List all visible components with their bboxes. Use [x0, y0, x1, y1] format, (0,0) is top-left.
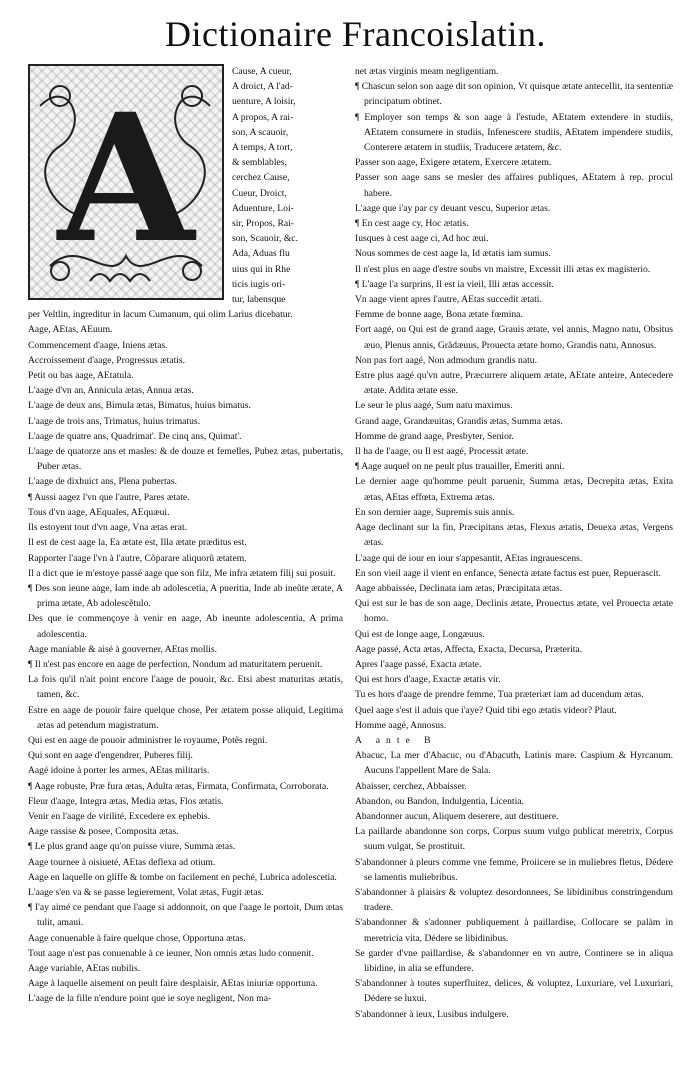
dictionary-entry: Abaisser, cerchez, Abbaisser. [355, 780, 467, 792]
dictionary-entry: Qui sont en aage d'engendrer, Puberes filij. [28, 750, 193, 762]
dictionary-entry: ¶ Aage robuste, Præ fura ætas, Adulta ætas, Firmata, Confirmata, Corroborata. [28, 780, 329, 792]
dictionary-entry: Tu es hors d'aage de prendre femme, Tua præteriæt iam ad ducendum ætas. [355, 689, 644, 701]
dictionary-entry: Nous sommes de cest aage la, Id ætatis iam sumus. [355, 248, 551, 260]
dictionary-entry: ¶ Aage auquel on ne peult plus trauailler, Emeriti anni. [355, 461, 565, 473]
text-line: tur, labensque [232, 294, 286, 306]
dictionary-entry: Commencement d'aage, Iniens ætas. [28, 339, 168, 351]
entry-continuation: per Veltlin, ingreditur in lacum Cumanum, qui olim Larius dicebatur. [28, 309, 293, 321]
dictionary-entry: L'aage que i'ay par cy deuant vescu, Superior ætas. [355, 202, 551, 214]
dictionary-entry: Tous d'vn aage, AEquales, AEquæui. [28, 506, 170, 518]
text-line: uius qui in Rhe [232, 263, 291, 275]
dictionary-entry: Quel aage s'est il aduis que i'aye? Quid tibi ego ætatis videor? Plaut. [355, 704, 617, 716]
dictionary-entry: La fois qu'il n'ait point encore l'aage de pouoir, &c. Etsi abest maturitas ætatis, tamen, &c. [28, 674, 343, 701]
dictionary-entry: ¶ Il n'est pas encore en aage de perfection, Nondum ad maturitatem peruenit. [28, 658, 323, 670]
dictionary-entry: Le dernier aage qu'homme peult paruenir, Summa ætas, Decrepita ætas, Exita ætas, AEtas effœta, Extrema ætas. [355, 476, 673, 503]
dictionary-entry: L'aage de la fille n'endure point que ie soye negligent, Non ma- [28, 993, 272, 1005]
text-line: son, A scauoir, [232, 126, 289, 138]
dictionary-entry: Qui est de longe aage, Longæuus. [355, 628, 485, 640]
dictionary-entry: L'aage de trois ans, Trimatus, huius trimatus. [28, 415, 201, 427]
dictionary-entry: En son vieil aage il vient en enfance, Senecta ætate factus est puer, Repuerascit. [355, 567, 661, 579]
dictionary-entry: S'abandonner à toutes superfluitez, delices, & voluptez, Luxuriare, vel Luxuriari, Dédere se luxui. [355, 978, 673, 1005]
dictionary-entry: Aage à laquelle aisement on peult faire desplaisir, AEtas iniuriæ opportuna. [28, 978, 318, 990]
decorated-initial [28, 64, 224, 300]
dictionary-entry: ¶ Employer son temps & son aage à l'estude, AEtatem extendere in studiis, AEtatem consumere in studiis, Infenescere studiis, AEtatem impendere studiis, Conterere ætatem in studiis, Traducere ætatem, &c. [355, 111, 673, 154]
text-line: ticis iugis ori- [232, 278, 286, 290]
dictionary-entry: ¶ Des son ieune aage, Iam inde ab adolescetia, A pueritia, Inde ab ineũte ætate, A prima ætate, Ab adolescẽtulo. [28, 582, 343, 610]
dictionary-entry: S'abandonner à pleurs comme vne femme, Proiicere se in muliebres fletus, Dédere se lamentis muliebribus. [355, 856, 673, 883]
dictionary-entry: Qui est en aage de pouoir administrer le royaume, Potẽs regni. [28, 734, 268, 746]
left-column [28, 64, 343, 1007]
page-title: Dictionaire Francoislatin. [165, 14, 546, 54]
dictionary-entry: Aage variable, AEtas nubilis. [28, 962, 141, 974]
dictionary-entry: Se garder d'vne paillardise, & s'abandonner en vn autre, Continere se in aliqua libidine, in alia se effundere. [355, 947, 673, 974]
dictionary-entry: Il n'est plus en aage d'estre soubs vn maistre, Excessit illi ætas ex magisterio. [355, 263, 651, 275]
text-line: A temps, A tort, [232, 142, 293, 154]
dictionary-entry: Grand aage, Grandæuitas, Grandis ætas, Summa ætas. [355, 415, 563, 427]
dictionary-entry: Iusques à cest aage ci, Ad hoc æui. [355, 233, 489, 245]
dictionary-entry: L'aage de quatre ans, Quadrimat'. De cinq ans, Quimat'. [28, 430, 242, 442]
text-line: Cueur, Droict, [232, 187, 287, 199]
dictionary-entry: Qui est hors d'aage, Exactæ ætatis vir. [355, 674, 501, 686]
left-entries [28, 322, 343, 1006]
dictionary-entry: Estre plus aagé qu'vn autre, Præcurrere aliquem ætate, AEtate anteire, Antecedere ætate. Addita ætate esse. [355, 370, 673, 397]
dictionary-entry: Qui est sur le bas de son aage, Declinis ætate, Prouectus ætate, vel Prouecta ætate homo. [355, 598, 673, 625]
dictionary-entry: Aage abbaissée, Declinata iam ætas, Præcipitata ætas. [355, 582, 563, 594]
dictionary-entry: Vn aage vient apres l'autre, AEtas succedit ætati. [355, 294, 542, 306]
dictionary-entry: Aage, AEtas, AEuum. [28, 324, 113, 336]
dictionary-entry: En son dernier aage, Supremis suis annis. [355, 506, 515, 518]
right-column [355, 64, 673, 1022]
dictionary-entry: Abandon, ou Bandon, Indulgentia, Licentia. [355, 795, 524, 807]
text-beside-initial [232, 64, 343, 307]
dictionary-entry: Estre en aage de pouoir faire quelque chose, Per ætatem posse aliquid, Legitima ætas ad petendum magistratum. [28, 704, 343, 731]
initial-letter: A [57, 75, 195, 282]
dictionary-entry: Il ha de l'aage, ou Il est aagé, Processit ætate. [355, 446, 529, 458]
dictionary-entry: Non pas fort aagé, Non admodum grandis natu. [355, 354, 537, 366]
right-entries-top [355, 64, 673, 733]
text-line: A propos, A rai- [232, 111, 294, 123]
dictionary-entry: Abandonner aucun, Aliquem deserere, aut destituere. [355, 810, 559, 822]
text-line: A droict, A l'ad- [232, 81, 293, 93]
dictionary-entry: Aage en laquelle on gliffe & tombe on facilement en peché, Lubrica adolescetia. [28, 871, 337, 883]
dictionary-entry: L'aage qui de iour en iour s'appesantit, AEtas ingrauescens. [355, 552, 583, 564]
dictionary-entry: Aage declinant sur la fin, Præcipitans ætas, Flexus ætatis, Deuexa ætas, Vergens ætas. [355, 522, 673, 549]
dictionary-entry: net ætas virginis meam negligentiam. [355, 66, 499, 77]
dictionary-entry: Il a dict que ie m'estoye passé aage que son filz, Me infra ætatem filij sui posuit. [28, 567, 336, 579]
dictionary-entry: Homme aagé, Annosus. [355, 719, 447, 731]
dictionary-entry: Il est de cest aage la, Ea ætate est, Illa ætate præditus est. [28, 537, 247, 549]
dictionary-entry: Apres l'aage passé, Exacta ætate. [355, 658, 482, 670]
dictionary-entry: Aage rassise & posee, Composita ætas. [28, 826, 179, 838]
dictionary-entry: ¶ En cest aage cy, Hoc ætatis. [355, 218, 469, 230]
text-line: Ada, Aduas flu [232, 248, 290, 260]
dictionary-entry: Tout aage n'est pas conuenable à ce ieuner, Non omnis ætas ludo conuenit. [28, 947, 314, 959]
dictionary-entry: Des que ie commençoye à venir en aage, Ab ineunte adolescentia, A prima adolescentia. [28, 613, 343, 640]
dictionary-entry: L'aage de dixhuict ans, Plena pubertas. [28, 476, 178, 488]
dictionary-entry: Venir en l'aage de virilité, Excedere ex ephebis. [28, 810, 211, 822]
right-entries-bottom [355, 748, 673, 1022]
dictionary-entry: Passer son aage sans se mesler des affaires publiques, AEtatem à rep. procul habere. [355, 172, 673, 199]
dictionary-entry: L'aage s'en va & se passe legierement, Volat ætas, Fugit ætas. [28, 886, 264, 898]
text-line: Cause, A cueur, [232, 66, 292, 77]
text-line: cerchez Cause, [232, 172, 290, 184]
dictionary-entry: S'abandonner à ieux, Lusibus indulgere. [355, 1008, 509, 1020]
dictionary-entry: S'abandonner à plaisirs & voluptez desordonnees, Se libidinibus constringendum tradere. [355, 886, 673, 914]
dictionary-entry: La paillarde abandonne son corps, Corpus suum vulgo publicat meretrix, Corpus suum vulgat, Se prostituit. [355, 826, 673, 853]
dictionary-entry: Petit ou bas aage, AEtatula. [28, 370, 134, 382]
dictionary-entry: Aagé idoine à porter les armes, AEtas militaris. [28, 765, 210, 777]
text-line: & semblables, [232, 157, 287, 169]
dictionary-entry: Aage passé, Acta ætas, Affecta, Exacta, Decursa, Præterita. [355, 643, 583, 655]
dictionary-entry: ¶ Le plus grand aage qu'on puisse viure, Summa ætas. [28, 841, 236, 853]
section-heading: A ante B [355, 734, 437, 746]
dictionary-entry: Ils estoyent tout d'vn aage, Vna ætas erat. [28, 522, 188, 534]
dictionary-entry: Passer son aage, Exigere ætatem, Exercere ætatem. [355, 157, 552, 169]
dictionary-entry: Le seur le plus aagé, Sum natu maximus. [355, 400, 513, 412]
dictionary-entry: ¶ Aussi aagez l'vn que l'autre, Pares ætate. [28, 491, 190, 503]
dictionary-entry: S'abandonner & s'adonner publiquement à paillardise, Collocare se palàm in meretricia vita, Dédere se libidinibus. [355, 917, 673, 944]
dictionary-entry: ¶ L'aage l'a surprins, Il est ia vieil, Illi ætas accessit. [355, 278, 554, 290]
text-line: Aduenture, Loi- [232, 202, 294, 214]
text-line: son, Scauoir, &c. [232, 233, 298, 245]
dictionary-entry: Rapporter l'aage l'vn à l'autre, Cõparare aliquorũ ætatem. [28, 552, 247, 564]
dictionary-entry: Fleur d'aage, Integra ætas, Media ætas, Flos ætatis. [28, 795, 224, 807]
dictionary-entry: L'aage d'vn an, Annicula ætas, Annua ætas. [28, 385, 194, 397]
text-line: sir, Propos, Rai- [232, 218, 294, 230]
dictionary-entry: Aage tournee à oisiueté, AEtas deflexa ad otium. [28, 856, 216, 868]
dictionary-entry: Fort aagé, ou Qui est de grand aage, Grauis ætate, vel annis, Magno natu, Obsitus æuo, Plenus annis, Grãdæuus, Prouecta ætate homo, Grandis natu, Annosus. [355, 324, 673, 351]
dictionary-entry: Aage conuenable à faire quelque chose, Opportuna ætas. [28, 932, 246, 944]
dictionary-entry: ¶ I'ay aimé ce pendant que l'aage si addonnoit, on que l'aage le portoit, Dum ætas tulit, amaui. [28, 902, 343, 929]
dictionary-entry: L'aage de deux ans, Bimula ætas, Bimatus, huius bimatus. [28, 400, 251, 412]
dictionary-entry: ¶ Chascun selon son aage dit son opinion, Vt quisque ætate antecellit, ita sententiæ principatum obtinet. [355, 81, 673, 108]
dictionary-entry: Femme de bonne aage, Bona ætate fœmina. [355, 309, 523, 321]
dictionary-entry: Accroissement d'aage, Progressus ætatis. [28, 354, 186, 366]
dictionary-entry: L'aage de quatorze ans et masles: & de douze et femelles, Pubez ætas, pubertatis, Puber ætas. [28, 446, 343, 473]
text-line: uenture, A loisir, [232, 96, 296, 108]
dictionary-entry: Homme de grand aage, Presbyter, Senior. [355, 430, 514, 442]
dictionary-entry: Abacuc, La mer d'Abacuc, ou d'Abacuth, Latinis mare. Caspium & Hyrcanum. Aucuns l'appellent Mare de Sala. [355, 750, 673, 777]
dictionary-entry: Aage maniable & aisé à gouverner, AEtas mollis. [28, 643, 218, 655]
